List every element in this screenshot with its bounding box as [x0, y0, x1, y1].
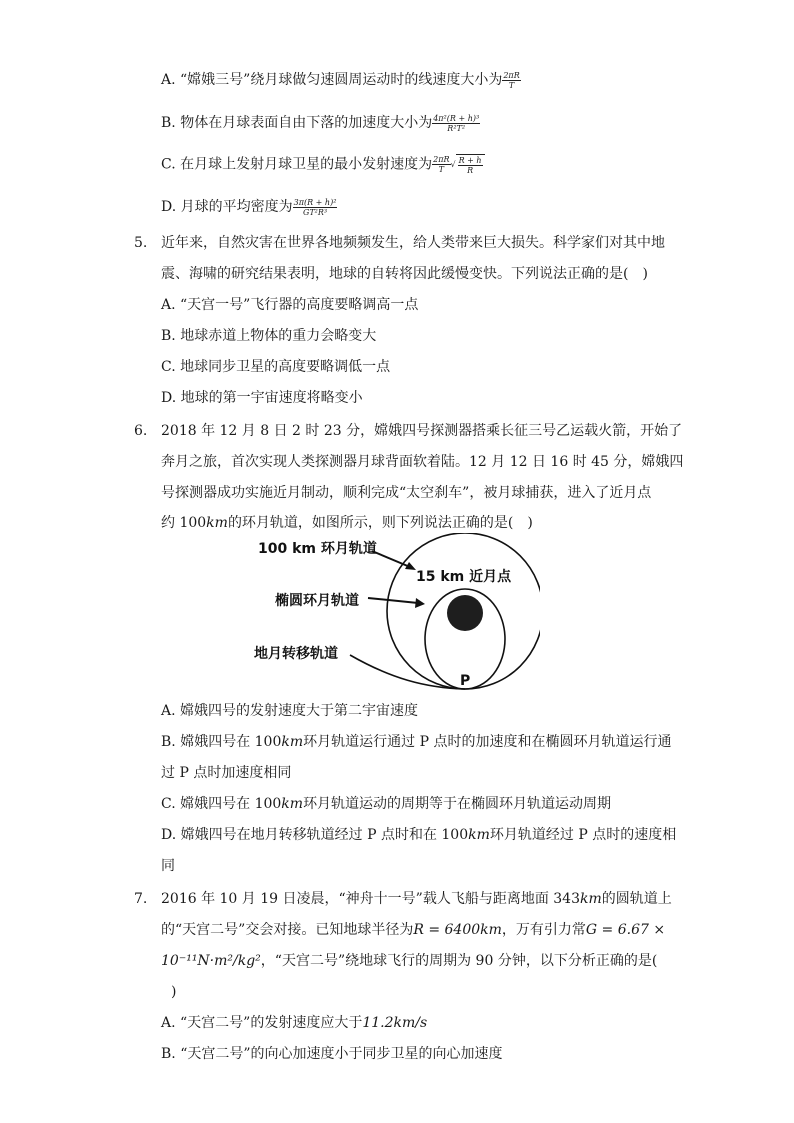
q6-stem-line-1: 2018 年 12 月 8 日 2 时 23 分，嫦娥四号探测器搭乘长征三号乙运载火箭，开始了	[161, 423, 683, 439]
q7-stem-line-3: 10⁻¹¹N·m²/kg²，“天宫二号”绕地球飞行的周期为 90 分钟，以下分析正确的是(	[161, 953, 658, 969]
label-point-p: P	[460, 673, 471, 689]
q4-option-d: D. 月球的平均密度为 $\frac{\text{3π(R + h)²}}{\text{GT²R³}}$	[161, 197, 337, 217]
label-elliptical-orbit: 椭圆环月轨道	[275, 593, 359, 609]
q4-option-c-fraction: $\frac{2\pi R}{T}$	[433, 155, 450, 174]
q4-option-a: A. “嫦娥三号”绕月球做匀速圆周运动时的线速度大小为 $\frac{2\pi R}{T}$	[161, 70, 520, 90]
q4-option-a-fraction: $\frac{2\pi R}{T}$	[503, 70, 520, 90]
q6-stem-line-4: 约 100km的环月轨道，如图所示，则下列说法正确的是( )	[161, 515, 533, 531]
q6-number: 6.	[134, 423, 148, 439]
q7-stem-line-4: )	[171, 984, 177, 1000]
q6-option-d-line-2: 同	[161, 858, 175, 874]
lunar-orbit-diagram	[240, 533, 540, 698]
q4-option-c: C. 在月球上发射月球卫星的最小发射速度为 $\frac{2\pi R}{T}$ √ $\frac{R + h}{R}$	[161, 154, 485, 175]
q5-option-a: A. “天宫一号”飞行器的高度要略调高一点	[161, 297, 419, 313]
label-transfer-orbit: 地月转移轨道	[254, 646, 338, 662]
q6-option-b-line-2: 过 P 点时加速度相同	[161, 765, 292, 781]
q5-stem-line-2: 震、海啸的研究结果表明，地球的自转将因此缓慢变快。下列说法正确的是( )	[161, 266, 648, 282]
q4-option-c-sqrt: √ $\frac{R + h}{R}$	[451, 154, 485, 175]
q7-number: 7.	[134, 891, 148, 907]
arrow-ellipse-head	[415, 598, 425, 608]
q6-option-c: C. 嫦娥四号在 100km环月轨道运动的周期等于在椭圆环月轨道运动周期	[161, 796, 612, 812]
q5-stem-line-1: 近年来，自然灾害在世界各地频频发生，给人类带来巨大损失。科学家们对其中地	[161, 235, 665, 251]
q4-option-b-text: 物体在月球表面自由下落的加速度大小为	[180, 115, 433, 131]
q5-option-b: B. 地球赤道上物体的重力会略变大	[161, 328, 377, 344]
q4-option-d-fraction: $\frac{\text{3π(R + h)²}}{\text{GT²R³}}$	[293, 197, 337, 217]
q6-option-d-line-1: D. 嫦娥四号在地月转移轨道经过 P 点时和在 100km环月轨道经过 P 点时的速度相	[161, 827, 677, 843]
q5-option-d: D. 地球的第一宇宙速度将略变小	[161, 390, 363, 406]
q6-stem-line-3: 号探测器成功实施近月制动，顺利完成“太空刹车”，被月球捕获，进入了近月点	[161, 485, 652, 501]
q5-option-c: C. 地球同步卫星的高度要略调低一点	[161, 359, 391, 375]
q7-stem-line-1: 2016 年 10 月 19 日凌晨，“神舟十一号”载人飞船与距离地面 343km的圆轨道上	[161, 891, 672, 907]
q6-option-a: A. 嫦娥四号的发射速度大于第二宇宙速度	[161, 703, 419, 719]
label-15km-perilune: 15 km 近月点	[416, 569, 512, 585]
arrow-ellipse-line	[368, 598, 418, 603]
q7-option-b: B. “天宫二号”的向心加速度小于同步卫星的向心加速度	[161, 1046, 503, 1062]
q4-option-b-fraction: $\frac{\text{4π²(R + h)³}}{\text{R²T²}}$	[433, 113, 480, 133]
arrow-100km-line	[372, 551, 410, 567]
q7-option-a: A. “天宫二号”的发射速度应大于11.2km/s	[161, 1015, 428, 1031]
q5-number: 5.	[134, 235, 148, 251]
q6-stem-line-2: 奔月之旅，首次实现人类探测器月球背面软着陆。12 月 12 日 16 时 45 分，嫦娥四	[161, 454, 684, 470]
q4-option-d-text: 月球的平均密度为	[180, 199, 293, 215]
q4-option-c-text: 在月球上发射月球卫星的最小发射速度为	[180, 156, 433, 173]
q7-stem-line-2: 的“天宫二号”交会对接。已知地球半径为R = 6400km，万有引力常G = 6.67 ×	[161, 922, 666, 938]
moon-body	[447, 595, 483, 631]
q6-option-b-line-1: B. 嫦娥四号在 100km环月轨道运行通过 P 点时的加速度和在椭圆环月轨道运行通	[161, 734, 672, 750]
q4-option-b: B. 物体在月球表面自由下落的加速度大小为 $\frac{\text{4π²(R + h)³}}{\text{R²T²}}$	[161, 113, 480, 133]
label-100km-orbit: 100 km 环月轨道	[258, 541, 377, 557]
q4-option-a-text: “嫦娥三号”绕月球做匀速圆周运动时的线速度大小为	[180, 72, 503, 88]
